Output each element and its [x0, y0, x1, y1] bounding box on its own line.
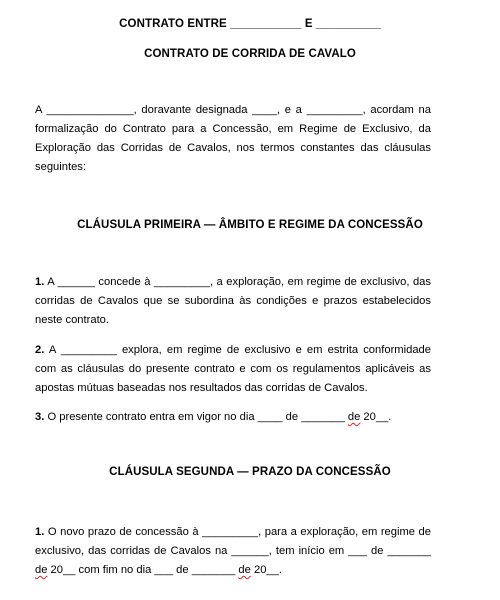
item-text: 20__. [360, 411, 392, 423]
clause-one-item-2 [35, 341, 431, 398]
spellcheck-word: de [35, 564, 48, 576]
item-text: A ______ concede à _________, a exploração, em regime de exclusivo, das corridas de Cavalos que se subordina às condições e prazos estabelecidos neste contrato. [35, 276, 431, 326]
item-number: 1. [35, 526, 45, 538]
item-text: A _________ explora, em regime de exclusivo e em estrita conformidade com as cláusulas do presente contrato e com os regulamentos aplicáveis as apostas mútuas baseadas nos resultados das corridas de Cavalos. [35, 344, 431, 394]
contract-title: CONTRATO DE CORRIDA DE CAVALO [144, 48, 356, 60]
clause-two-heading: CLÁUSULA SEGUNDA — PRAZO DA CONCESSÃO [109, 466, 391, 478]
item-number: 2. [35, 344, 45, 356]
intro-paragraph: A ______________, doravante designada ____, e a _________, acordam na formalização do Contrato para a Concessão, em Regime de Exclusivo, da Exploração das Corridas de Cavalos, nos termos constantes das cláusulas seguintes: [35, 104, 431, 173]
clause-one-item-1 [35, 273, 431, 330]
item-text: O presente contrato entra em vigor no dia ____ de _______ [44, 411, 348, 423]
clause-two-item-1 [35, 523, 431, 580]
item-number: 3. [35, 411, 45, 423]
item-text: 20__. [250, 564, 282, 576]
spellcheck-word: de [238, 564, 251, 576]
clause-one-item-3 [35, 408, 431, 427]
item-text: 20__ com fim no dia ___ de _______ [47, 564, 239, 576]
clause-one-heading: CLÁUSULA PRIMEIRA — ÂMBITO E REGIME DA CONCESSÃO [77, 219, 423, 231]
contract-parties-heading: CONTRATO ENTRE ___________ E __________ [119, 18, 381, 30]
item-number: 1. [35, 276, 45, 288]
item-text: O novo prazo de concessão à _________, para a exploração, em regime de exclusivo, das corridas de Cavalos na ______, tem início em ___ de _______ [35, 526, 431, 557]
spellcheck-word: de [347, 411, 361, 423]
